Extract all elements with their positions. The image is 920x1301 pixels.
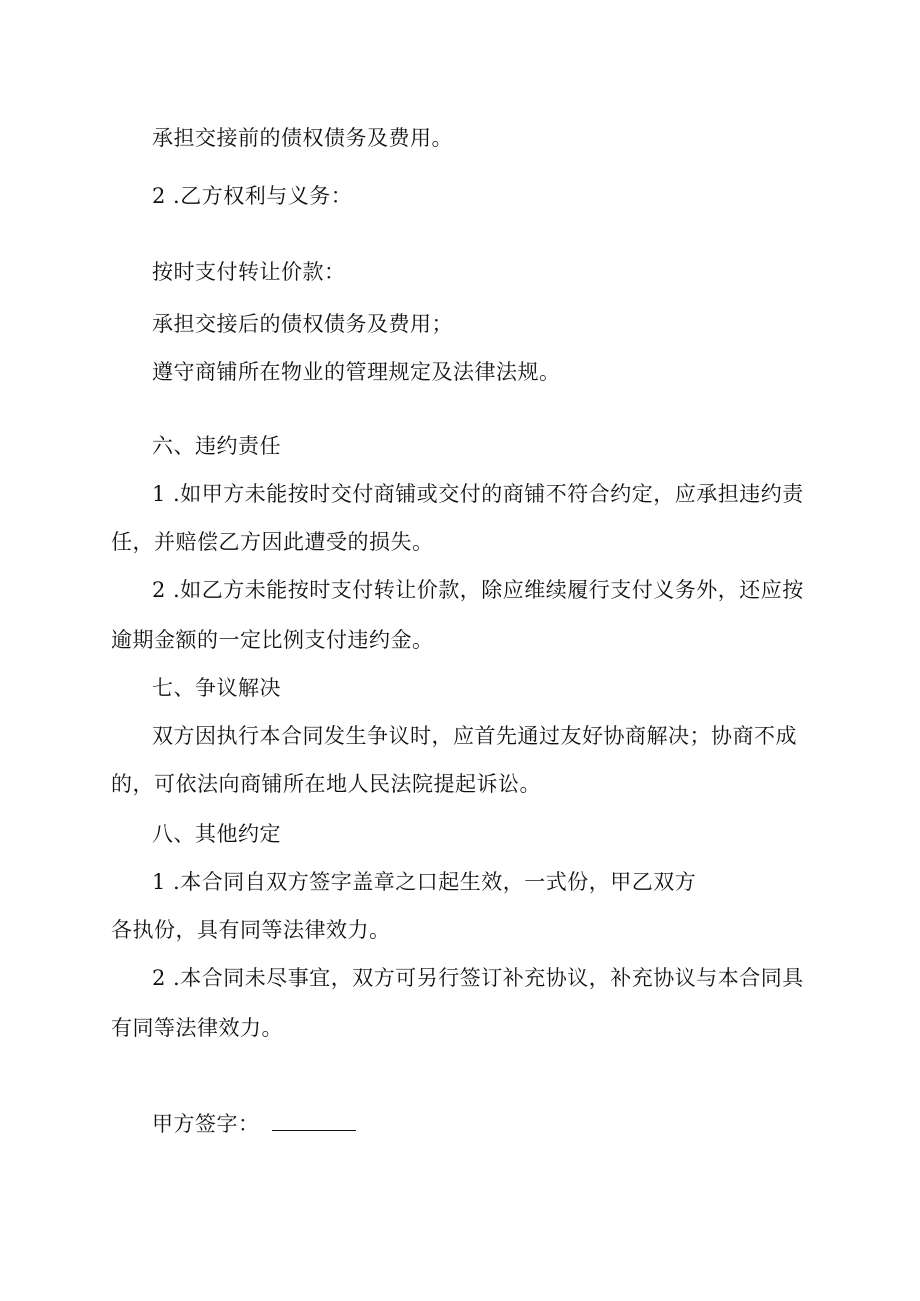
paragraph-line: 2 .本合同未尽事宜，双方可另行签订补充协议，补充协议与本合同具 <box>152 966 804 990</box>
paragraph-line: 按时支付转让价款： <box>152 260 346 284</box>
paragraph-line: 1 .本合同自双方签字盖章之口起生效，一式份，甲乙双方 <box>152 870 697 894</box>
section-heading: 2 .乙方权利与义务： <box>152 184 353 208</box>
paragraph-line: 承担交接前的债权债务及费用。 <box>152 126 453 150</box>
paragraph-line: 遵守商铺所在物业的管理规定及法律法规。 <box>152 360 561 384</box>
signature-blank[interactable] <box>272 1110 356 1131</box>
signature-line <box>152 1110 356 1138</box>
paragraph-line: 的，可依法向商铺所在地人民法院提起诉讼。 <box>111 772 541 796</box>
section-heading: 八、其他约定 <box>152 822 281 846</box>
paragraph-line: 有同等法律效力。 <box>111 1016 283 1040</box>
paragraph-line: 各执份，具有同等法律效力。 <box>111 918 391 942</box>
paragraph-line: 逾期金额的一定比例支付违约金。 <box>111 628 434 652</box>
paragraph-line: 承担交接后的债权债务及费用； <box>152 312 453 336</box>
paragraph-line: 双方因执行本合同发生争议时，应首先通过友好协商解决；协商不成 <box>152 724 797 748</box>
section-heading: 七、争议解决 <box>152 676 281 700</box>
paragraph-line: 2 .如乙方未能按时支付转让价款，除应维续履行支付义务外，还应按 <box>152 578 804 602</box>
paragraph-line: 1 .如甲方未能按时交付商铺或交付的商铺不符合约定，应承担违约责 <box>152 482 804 506</box>
paragraph-line: 任，并赔偿乙方因此遭受的损失。 <box>111 530 434 554</box>
signature-label: 甲方签字： <box>152 1112 260 1136</box>
section-heading: 六、违约责任 <box>152 434 281 458</box>
